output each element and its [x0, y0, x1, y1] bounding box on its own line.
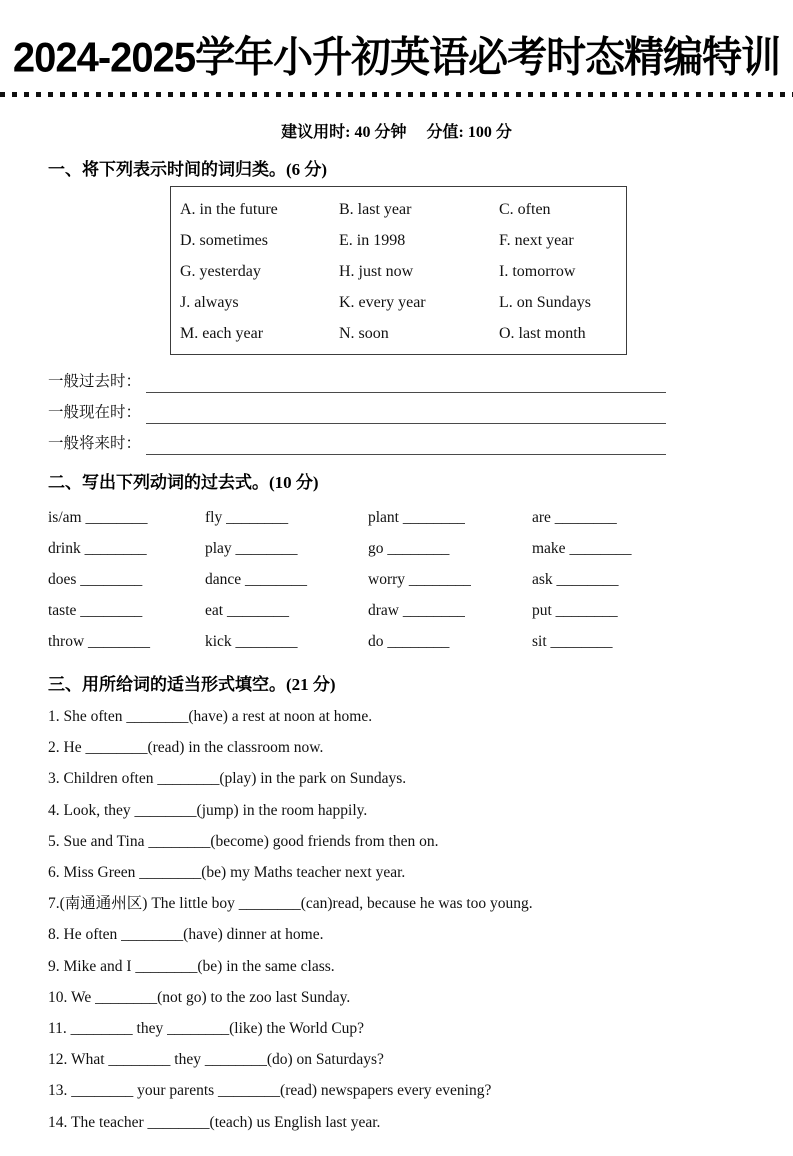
suggested-time-label: 建议用时: 40 分钟 — [281, 124, 407, 141]
verb-item: worry ________ — [368, 571, 471, 588]
verb-item: plant ________ — [368, 509, 465, 526]
word-bank-item: E. in 1998 — [339, 232, 406, 249]
question-item: 11. ________ they ________(like) the World Cup? — [48, 1020, 365, 1038]
word-bank-item: L. on Sundays — [499, 294, 591, 311]
verb-item: sit ________ — [532, 633, 613, 650]
word-bank-item: C. often — [499, 201, 551, 218]
exam-paper-page — [0, 34, 793, 1156]
verb-item: play ________ — [205, 540, 298, 557]
word-bank-item: B. last year — [339, 201, 412, 218]
fill-in-questions-list — [48, 701, 793, 1138]
word-bank-item: G. yesterday — [180, 263, 261, 280]
total-score-label: 分值: 100 分 — [426, 124, 512, 141]
future-tense-line — [48, 424, 793, 455]
question-item: 9. Mike and I ________(be) in the same class. — [48, 957, 335, 975]
past-tense-answer-blank — [146, 369, 666, 393]
verb-item: is/am ________ — [48, 509, 148, 526]
verb-item: taste ________ — [48, 602, 143, 619]
question-item: 10. We ________(not go) to the zoo last Sunday. — [48, 988, 351, 1006]
verb-item: fly ________ — [205, 509, 289, 526]
verb-item: does ________ — [48, 571, 143, 588]
section-1-heading: 一、将下列表示时间的词归类。(6 分) — [48, 160, 328, 179]
verb-item: throw ________ — [48, 633, 151, 650]
verb-item: are ________ — [532, 509, 617, 526]
word-bank-item: F. next year — [499, 232, 574, 249]
question-item: 14. The teacher ________(teach) us English last year. — [48, 1113, 381, 1131]
question-item: 3. Children often ________(play) in the park on Sundays. — [48, 770, 407, 788]
verb-item: ask ________ — [532, 571, 619, 588]
question-item: 1. She often ________(have) a rest at noon at home. — [48, 708, 373, 725]
word-bank-item: K. every year — [339, 294, 426, 311]
verb-item: make ________ — [532, 540, 632, 557]
word-bank-item: A. in the future — [180, 201, 278, 218]
word-bank-item: I. tomorrow — [499, 263, 576, 280]
tense-classification-lines — [48, 362, 793, 455]
question-item: 2. He ________(read) in the classroom now. — [48, 739, 324, 757]
verb-item: do ________ — [368, 633, 450, 650]
word-bank-item: H. just now — [339, 263, 414, 280]
past-tense-line — [48, 362, 793, 393]
present-tense-label: 一般现在时： — [48, 404, 142, 421]
verb-past-tense-grid — [48, 502, 748, 657]
verb-item: dance ________ — [205, 571, 308, 588]
verb-item: eat ________ — [205, 602, 289, 619]
question-item: 7.(南通通州区) The little boy ________(can)read, because he was too young. — [48, 895, 533, 913]
word-bank-box — [170, 186, 627, 355]
exam-meta-line — [0, 119, 793, 142]
past-tense-label: 一般过去时： — [48, 373, 142, 390]
question-item: 4. Look, they ________(jump) in the room happily. — [48, 801, 368, 819]
section-2-heading: 二、写出下列动词的过去式。(10 分) — [48, 473, 319, 492]
word-bank-item: N. soon — [339, 325, 389, 342]
word-bank-item: O. last month — [499, 325, 586, 342]
word-bank-item: M. each year — [180, 325, 264, 342]
word-bank-item: J. always — [180, 294, 239, 311]
present-tense-answer-blank — [146, 400, 666, 424]
page-title: 2024-2025学年小升初英语必考时态精编特训 — [12, 34, 781, 82]
verb-item: kick ________ — [205, 633, 298, 650]
future-tense-answer-blank — [146, 431, 666, 455]
question-item: 6. Miss Green ________(be) my Maths teacher next year. — [48, 864, 406, 882]
section-3-heading: 三、用所给词的适当形式填空。(21 分) — [48, 675, 336, 694]
future-tense-label: 一般将来时： — [48, 435, 142, 452]
verb-item: draw ________ — [368, 602, 465, 619]
question-item: 8. He often ________(have) dinner at home. — [48, 926, 324, 944]
word-bank-item: D. sometimes — [180, 232, 268, 249]
verb-item: go ________ — [368, 540, 450, 557]
verb-item: drink ________ — [48, 540, 147, 557]
question-item: 5. Sue and Tina ________(become) good friends from then on. — [48, 832, 439, 850]
question-item: 13. ________ your parents ________(read) newspapers every evening? — [48, 1082, 492, 1100]
dotted-separator-line — [0, 92, 793, 97]
verb-item: put ________ — [532, 602, 618, 619]
present-tense-line — [48, 393, 793, 424]
question-item: 12. What ________ they ________(do) on Saturdays? — [48, 1051, 384, 1069]
